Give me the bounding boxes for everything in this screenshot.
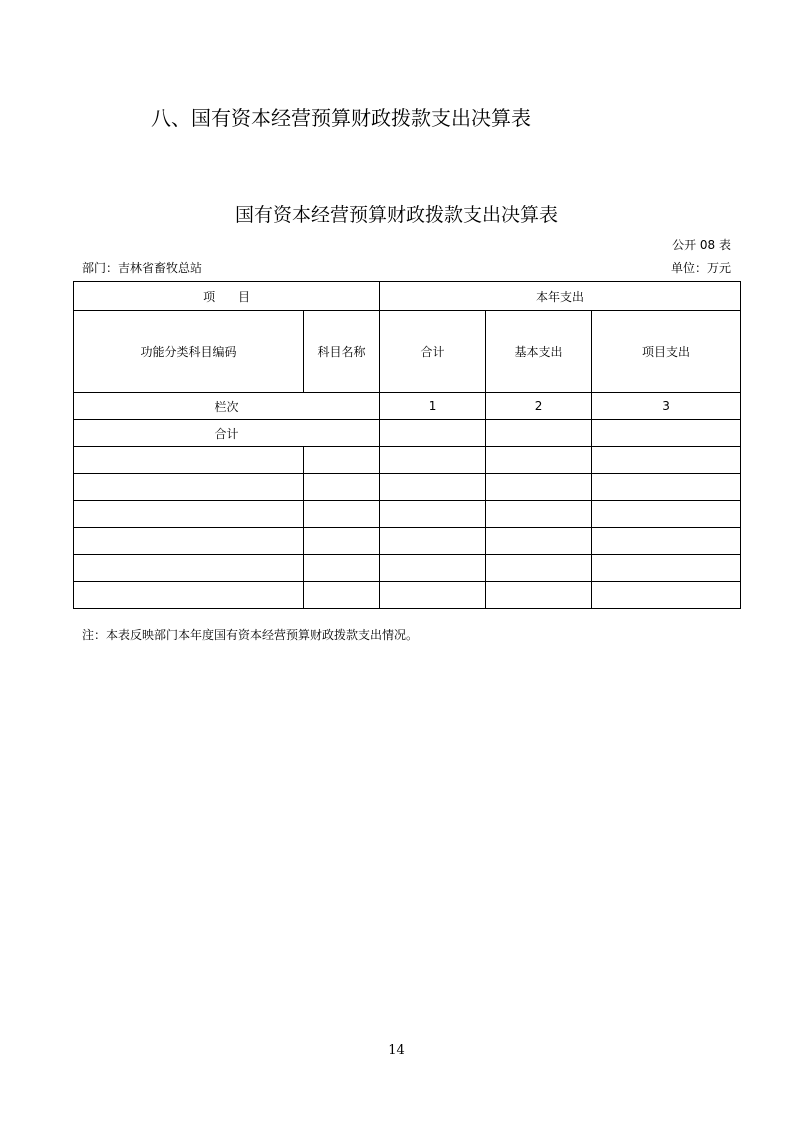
cell-basic	[486, 474, 592, 501]
cell-project	[592, 555, 741, 582]
total-cell	[380, 420, 486, 447]
col-num-2: 2	[486, 393, 592, 420]
col-basic-expenditure: 基本支出	[486, 311, 592, 393]
cell-total	[380, 447, 486, 474]
cell-project	[592, 501, 741, 528]
cell-name	[304, 501, 380, 528]
cell-total	[380, 582, 486, 609]
col-num-1: 1	[380, 393, 486, 420]
cell-code	[74, 582, 304, 609]
cell-total	[380, 474, 486, 501]
cell-code	[74, 555, 304, 582]
col-num-3: 3	[592, 393, 741, 420]
cell-total	[380, 528, 486, 555]
row-total-label: 合计	[74, 420, 380, 447]
table-row	[74, 474, 741, 501]
row-column-label: 栏次	[74, 393, 380, 420]
cell-total	[380, 501, 486, 528]
header-item: 项 目	[74, 282, 380, 311]
cell-code	[74, 528, 304, 555]
cell-name	[304, 474, 380, 501]
cell-basic	[486, 582, 592, 609]
header-year-expenditure: 本年支出	[380, 282, 741, 311]
total-cell	[592, 420, 741, 447]
table-code: 公开 08 表	[672, 238, 731, 252]
table-row	[74, 582, 741, 609]
header-row-1	[74, 282, 741, 311]
section-heading: 八、国有资本经营预算财政拨款支出决算表	[151, 106, 531, 130]
page-number: 14	[388, 1043, 405, 1058]
header-row-2	[74, 311, 741, 393]
department-label: 部门：吉林省畜牧总站	[82, 261, 203, 275]
cell-code	[74, 474, 304, 501]
col-function-code: 功能分类科目编码	[74, 311, 304, 393]
cell-name	[304, 528, 380, 555]
cell-name	[304, 555, 380, 582]
cell-project	[592, 474, 741, 501]
cell-project	[592, 582, 741, 609]
cell-project	[592, 528, 741, 555]
cell-total	[380, 555, 486, 582]
total-row	[74, 420, 741, 447]
column-number-row	[74, 393, 741, 420]
cell-basic	[486, 528, 592, 555]
table-row	[74, 501, 741, 528]
cell-name	[304, 582, 380, 609]
cell-basic	[486, 447, 592, 474]
cell-project	[592, 447, 741, 474]
cell-code	[74, 501, 304, 528]
table-row	[74, 555, 741, 582]
budget-table	[73, 281, 741, 609]
col-subject-name: 科目名称	[304, 311, 380, 393]
table-title: 国有资本经营预算财政拨款支出决算表	[234, 204, 558, 226]
col-total: 合计	[380, 311, 486, 393]
col-project-expenditure: 项目支出	[592, 311, 741, 393]
table-row	[74, 447, 741, 474]
total-cell	[486, 420, 592, 447]
table-row	[74, 528, 741, 555]
cell-basic	[486, 501, 592, 528]
cell-basic	[486, 555, 592, 582]
table-note: 注：本表反映部门本年度国有资本经营预算财政拨款支出情况。	[82, 628, 419, 642]
cell-name	[304, 447, 380, 474]
unit-label: 单位：万元	[670, 261, 731, 275]
cell-code	[74, 447, 304, 474]
